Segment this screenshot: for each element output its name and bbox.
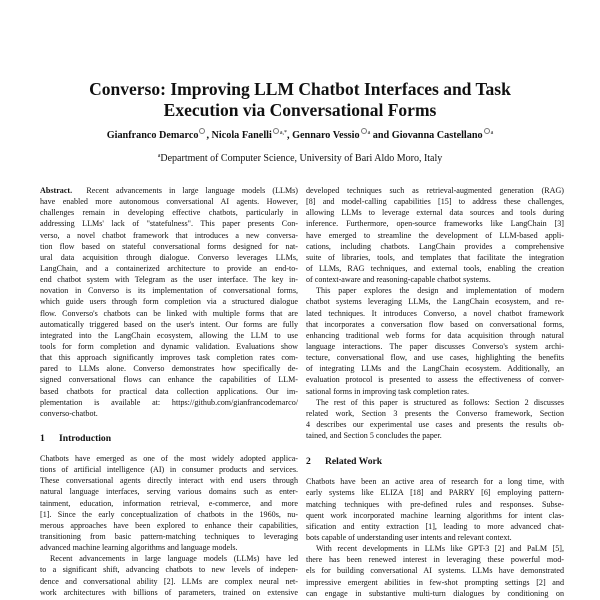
text-line: early systems like ELIZA [18] and PARRY [6] employing pattern-: [306, 488, 564, 498]
title-line-1: Converso: Improving LLM Chatbot Interfaces and Task: [89, 79, 511, 99]
text-line: tainment, education, information retrieval, e-commerce, and more: [40, 498, 298, 508]
text-line: bots capable of understanding user intents and relevant context.: [306, 532, 512, 542]
text-line: of integrating LLMs and the LangChain ecosystem. Additionally, an: [306, 364, 564, 374]
abstract-line: tion flow based on stateful conversational forms designed for nat-: [40, 241, 298, 251]
paragraph: [306, 285, 564, 396]
affiliation-marker: a,*: [279, 130, 287, 136]
abstract-line: based chatbots for practical data collection applications. Our im-: [40, 386, 298, 396]
abstract-line: verso, a novel chatbot framework that introduces a new conversa-: [40, 230, 298, 240]
text-line: tecture, conversational flow, and use cases, highlighting the benefits: [306, 353, 564, 363]
affiliation-text: Department of Computer Science, University of Bari Aldo Moro, Italy: [160, 153, 443, 164]
text-line: allowing LLMs to leverage external data sources and tools during: [306, 208, 564, 218]
text-line: transitioning from basic pattern-matching techniques to leveraging: [40, 531, 298, 541]
text-line: natural language interfaces, serving various domains such as enter-: [40, 487, 298, 497]
text-line: [8] and model-calling capabilities [15] to address these challenges,: [306, 197, 564, 207]
text-line: developed techniques such as retrieval-augmented generation (RAG): [306, 186, 564, 195]
text-line: there has been renewed interest in leveraging these powerful mod-: [306, 555, 564, 565]
paragraph: [40, 453, 298, 553]
abstract-label: Abstract.: [40, 186, 73, 195]
author-list: Gianfranco Demarco , Nicola Fanelli $^{a,*}$, Gennaro Vessio $^a$ and Giovanna Castellano $^a$: [106, 130, 494, 141]
paragraph: [306, 185, 564, 285]
section-number: 1: [40, 432, 45, 444]
text-line: can engage in substantive multi-turn dialogues by conditioning on: [306, 588, 564, 598]
text-line: tions of artificial intelligence (AI) in consumer products and services.: [40, 465, 298, 475]
abstract-line: converso-chatbot.: [40, 408, 98, 418]
text-line: advanced machine learning algorithms and language models.: [40, 543, 238, 553]
text-line: sational forms in improving task completion rates.: [306, 386, 469, 396]
author-name: Giovanna Castellano: [391, 130, 483, 141]
text-line: These conversational agents directly interact with end users through: [40, 476, 298, 486]
right-column: [306, 185, 564, 599]
text-line: enhancing traditional web forms for data acquisition through natural: [306, 330, 564, 340]
abstract-line: flow. Converso's chatbots can be linked with multiple forms that are: [40, 308, 298, 318]
abstract-line: tools for form completion and dynamic validation. Evaluations show: [40, 341, 298, 351]
affiliation: [0, 150, 600, 165]
text-line: chatbot systems leveraging LLMs, the LangChain ecosystem, and re-: [306, 297, 564, 307]
text-line: tained, and Section 5 concludes the paper.: [306, 431, 442, 441]
paragraph: [306, 397, 564, 442]
text-line: dence and conversational ability [2]. LLMs are complex neural net-: [40, 576, 298, 586]
abstract-line: that this approach significantly improves task completion rates com-: [40, 353, 298, 363]
abstract-line: signed conversational flows can enhance the capabilities of LLM-: [40, 375, 298, 385]
title-line-2: Execution via Conversational Forms: [163, 100, 437, 120]
section-title: Introduction: [59, 432, 112, 444]
text-line: language interactions. The paper discusses Converso's system archi-: [306, 341, 564, 351]
text-line: lated techniques. It introduces Converso, a novel chatbot framework: [306, 308, 564, 318]
orcid-icon[interactable]: [484, 128, 490, 134]
affiliation-marker: a: [157, 153, 161, 159]
abstract: [40, 185, 298, 419]
text-line: quent work incorporated machine learning algorithms for intent clas-: [306, 510, 564, 520]
abstract-line: addressing LLMs' lack of "statefulness". This paper presents Con-: [40, 219, 298, 229]
section-heading-related-work: [306, 456, 564, 468]
text-line: impressive emergent abilities in few-shot prompting settings [2] and: [306, 577, 564, 587]
text-line: that incorporates a conversation flow based on conversational forms,: [306, 319, 564, 329]
text-line: inference. Furthermore, open-source frameworks like LangChain [3]: [306, 219, 564, 229]
text-line: Chatbots have emerged as one of the most widely adopted applica-: [40, 453, 298, 463]
orcid-icon[interactable]: [361, 128, 367, 134]
abstract-line: integrated into the LangChain ecosystem, allowing the LLM to use: [40, 330, 298, 340]
affiliation-marker: a: [367, 130, 371, 136]
author-name: Nicola Fanelli: [211, 130, 272, 141]
abstract-line: pared to LLMs alone. Converso demonstrates how specifically de-: [40, 364, 298, 374]
abstract-line: LangChain, and a containerized architecture to provide an end-to-: [40, 263, 298, 273]
section-heading-introduction: [40, 433, 298, 445]
abstract-line: challenges remain in developing effective chatbots, particularly in: [40, 208, 298, 218]
text-line: work architectures with billions of parameters, trained on extensive: [40, 587, 298, 597]
text-line: This paper explores the design and implementation of modern: [316, 286, 564, 296]
left-column: [40, 185, 298, 598]
text-line: With recent developments in LLMs like GPT-3 [2] and PaLM [5],: [316, 544, 564, 554]
text-line: of context-aware and reasoning-capable chatbot systems.: [306, 275, 491, 285]
text-line: to a significant shift, advancing chatbots to new levels of indepen-: [40, 565, 298, 575]
paragraph: [306, 476, 564, 543]
orcid-icon[interactable]: [199, 128, 205, 134]
affiliation-marker: a: [490, 130, 494, 136]
paragraph: [306, 543, 564, 599]
text-line: els for building conversational AI systems. LLMs have demonstrated: [306, 566, 564, 576]
text-line: have emerged to streamline the development of LLM-based appli-: [306, 230, 564, 240]
text-line: cations, including chatbots. LangChain provides a comprehensive: [306, 241, 564, 251]
text-line: Recent advancements in large language models (LLMs) have led: [50, 554, 298, 564]
text-line: evaluation protocol is presented to assess the effectiveness of conver-: [306, 375, 564, 385]
text-line: matching techniques with pre-defined rules and responses. Subse-: [306, 499, 564, 509]
text-line: 4 describes our experimental use cases and presents the results ob-: [306, 419, 564, 429]
abstract-line: end chatbot system with Telegram as the user interface. The key in-: [40, 275, 298, 285]
author-name: Gianfranco Demarco: [106, 130, 199, 141]
text-line: Chatbots have been an active area of research for a long time, with: [306, 477, 564, 487]
text-line: suite of libraries, tools, and templates that facilitate the integration: [306, 252, 564, 262]
abstract-line: have enabled more autonomous conversational AI agents. However,: [40, 197, 298, 207]
text-line: The rest of this paper is structured as follows: Section 2 discusses: [316, 397, 564, 407]
text-line: merous approaches have been explored to enhance their capabilities,: [40, 520, 298, 530]
text-line: of LLMs, RAG techniques, and external tools, enabling the creation: [306, 263, 564, 273]
abstract-line: plementation is available at: https://github.com/gianfrancodemarco/: [40, 397, 298, 407]
text-line: sification and entity extraction [1], leading to more advanced chat-: [306, 521, 564, 531]
abstract-line: novation in Converso is its implementation of conversational forms,: [40, 286, 298, 296]
paper-title: [0, 79, 600, 121]
abstract-line: which guide users through form completion via a structured dialogue: [40, 297, 298, 307]
text-line: related work, Section 3 presents the Converso framework, Section: [306, 408, 564, 418]
section-title: Related Work: [325, 456, 383, 468]
paragraph: [40, 553, 298, 598]
abstract-line: ural data acquisition through dialogue. Converso leverages LLMs,: [40, 252, 298, 262]
author-name: Gennaro Vessio: [292, 130, 360, 141]
orcid-icon[interactable]: [273, 128, 279, 134]
section-number: 2: [306, 456, 311, 468]
text-line: [1]. Since the early conceptualization of chatbots in the 1960s, nu-: [40, 509, 298, 519]
abstract-line: automatically triggered based on the user's intent. Our forms are fully: [40, 319, 298, 329]
abstract-line: Abstract. Recent advancements in large language models (LLMs): [40, 186, 298, 195]
